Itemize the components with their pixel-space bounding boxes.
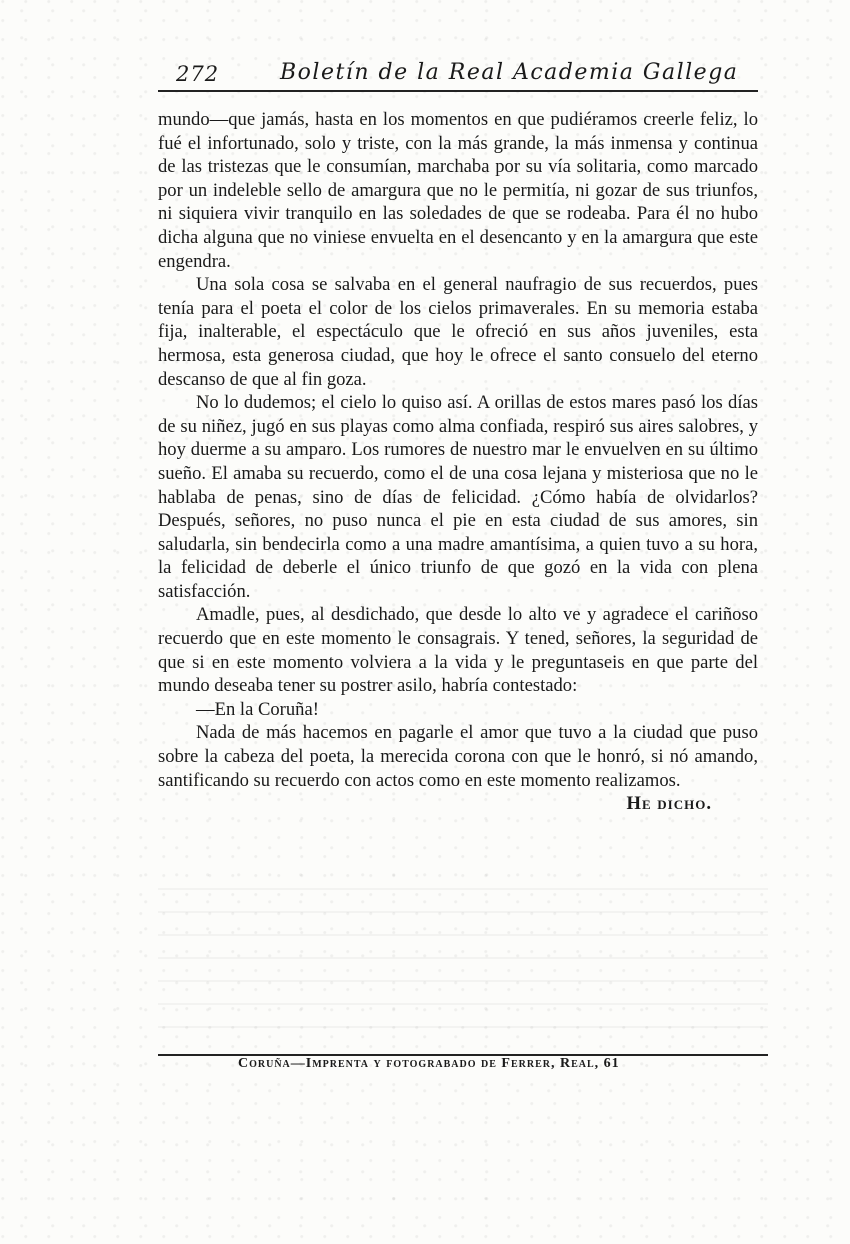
running-title: Boletín de la Real Academia Gallega — [280, 60, 739, 85]
exclamation-line: —En la Coruña! — [196, 698, 319, 720]
paragraph-continuation: mundo—que jamás, hasta en los momentos en que pudiéramos creerle feliz, lo fué el infortunado, solo y triste, con la más grande, la más inmensa y continua de las tristezas que le consumían, marchaba por su vía solitaria, como marcado por un indeleble sello de amargura que no le permitía, ni gozar de sus triunfos, ni siquiera vivir tranquilo en las soledades de que se rodeaba. Para él no hubo dicha alguna que no viniese envuelta en el desencanto y en la amargura que este engendra. — [158, 109, 758, 272]
page-number: 272 — [176, 62, 220, 86]
paragraph: Una sola cosa se salvaba en el general naufragio de sus recuerdos, pues tenía para el poeta el color de los cielos primaverales. En su memoria estaba fija, inalterable, el espectáculo que le ofreció en sus años juveniles, esta hermosa, esta generosa ciudad, que hoy le ofrece el santo consuelo del eterno descanso de que al fin goza. — [158, 274, 758, 390]
paragraph: No lo dudemos; el cielo lo quiso así. A orillas de estos mares pasó los días de su niñez, jugó en sus playas como alma confiada, respiró sus aires salobres, y hoy duerme a su amparo. Los rumores de nuestro mar le envuelven en su último sueño. El amaba su recuerdo, como el de una cosa lejana y misteriosa que no le hablaba de penas, sino de días de felicidad. ¿Cómo había de olvidarlos? Después, señores, no puso nunca el pie en esta ciudad de sus amores, sin saludarla, sin bendecirla como a una madre amantísima, a quien tuvo a su hora, la felicidad de deberle el único triunfo de que gozó en la vida con plena satisfacción. — [158, 392, 758, 602]
running-header — [158, 58, 758, 92]
printer-imprint: Coruña—Imprenta y fotograbado de Ferrer, Real, 61 — [238, 1056, 620, 1071]
body-text — [158, 108, 758, 816]
paragraph: Amadle, pues, al desdichado, que desde lo alto ve y agradece el cariñoso recuerdo que en este momento le consagrais. Y tened, señores, la seguridad de que si en este momento volviera a la vida y le preguntaseis en que parte del mundo deseaba tener su postrer asilo, habría contestado: — [158, 604, 758, 697]
show-through-texture — [158, 888, 768, 1048]
paragraph: Nada de más hacemos en pagarle el amor que tuvo a la ciudad que puso sobre la cabeza del poeta, la merecida corona con que le honró, si nó amando, santificando su recuerdo con actos como en este momento realizamos. — [158, 722, 758, 791]
signature: He dicho. — [626, 793, 712, 815]
